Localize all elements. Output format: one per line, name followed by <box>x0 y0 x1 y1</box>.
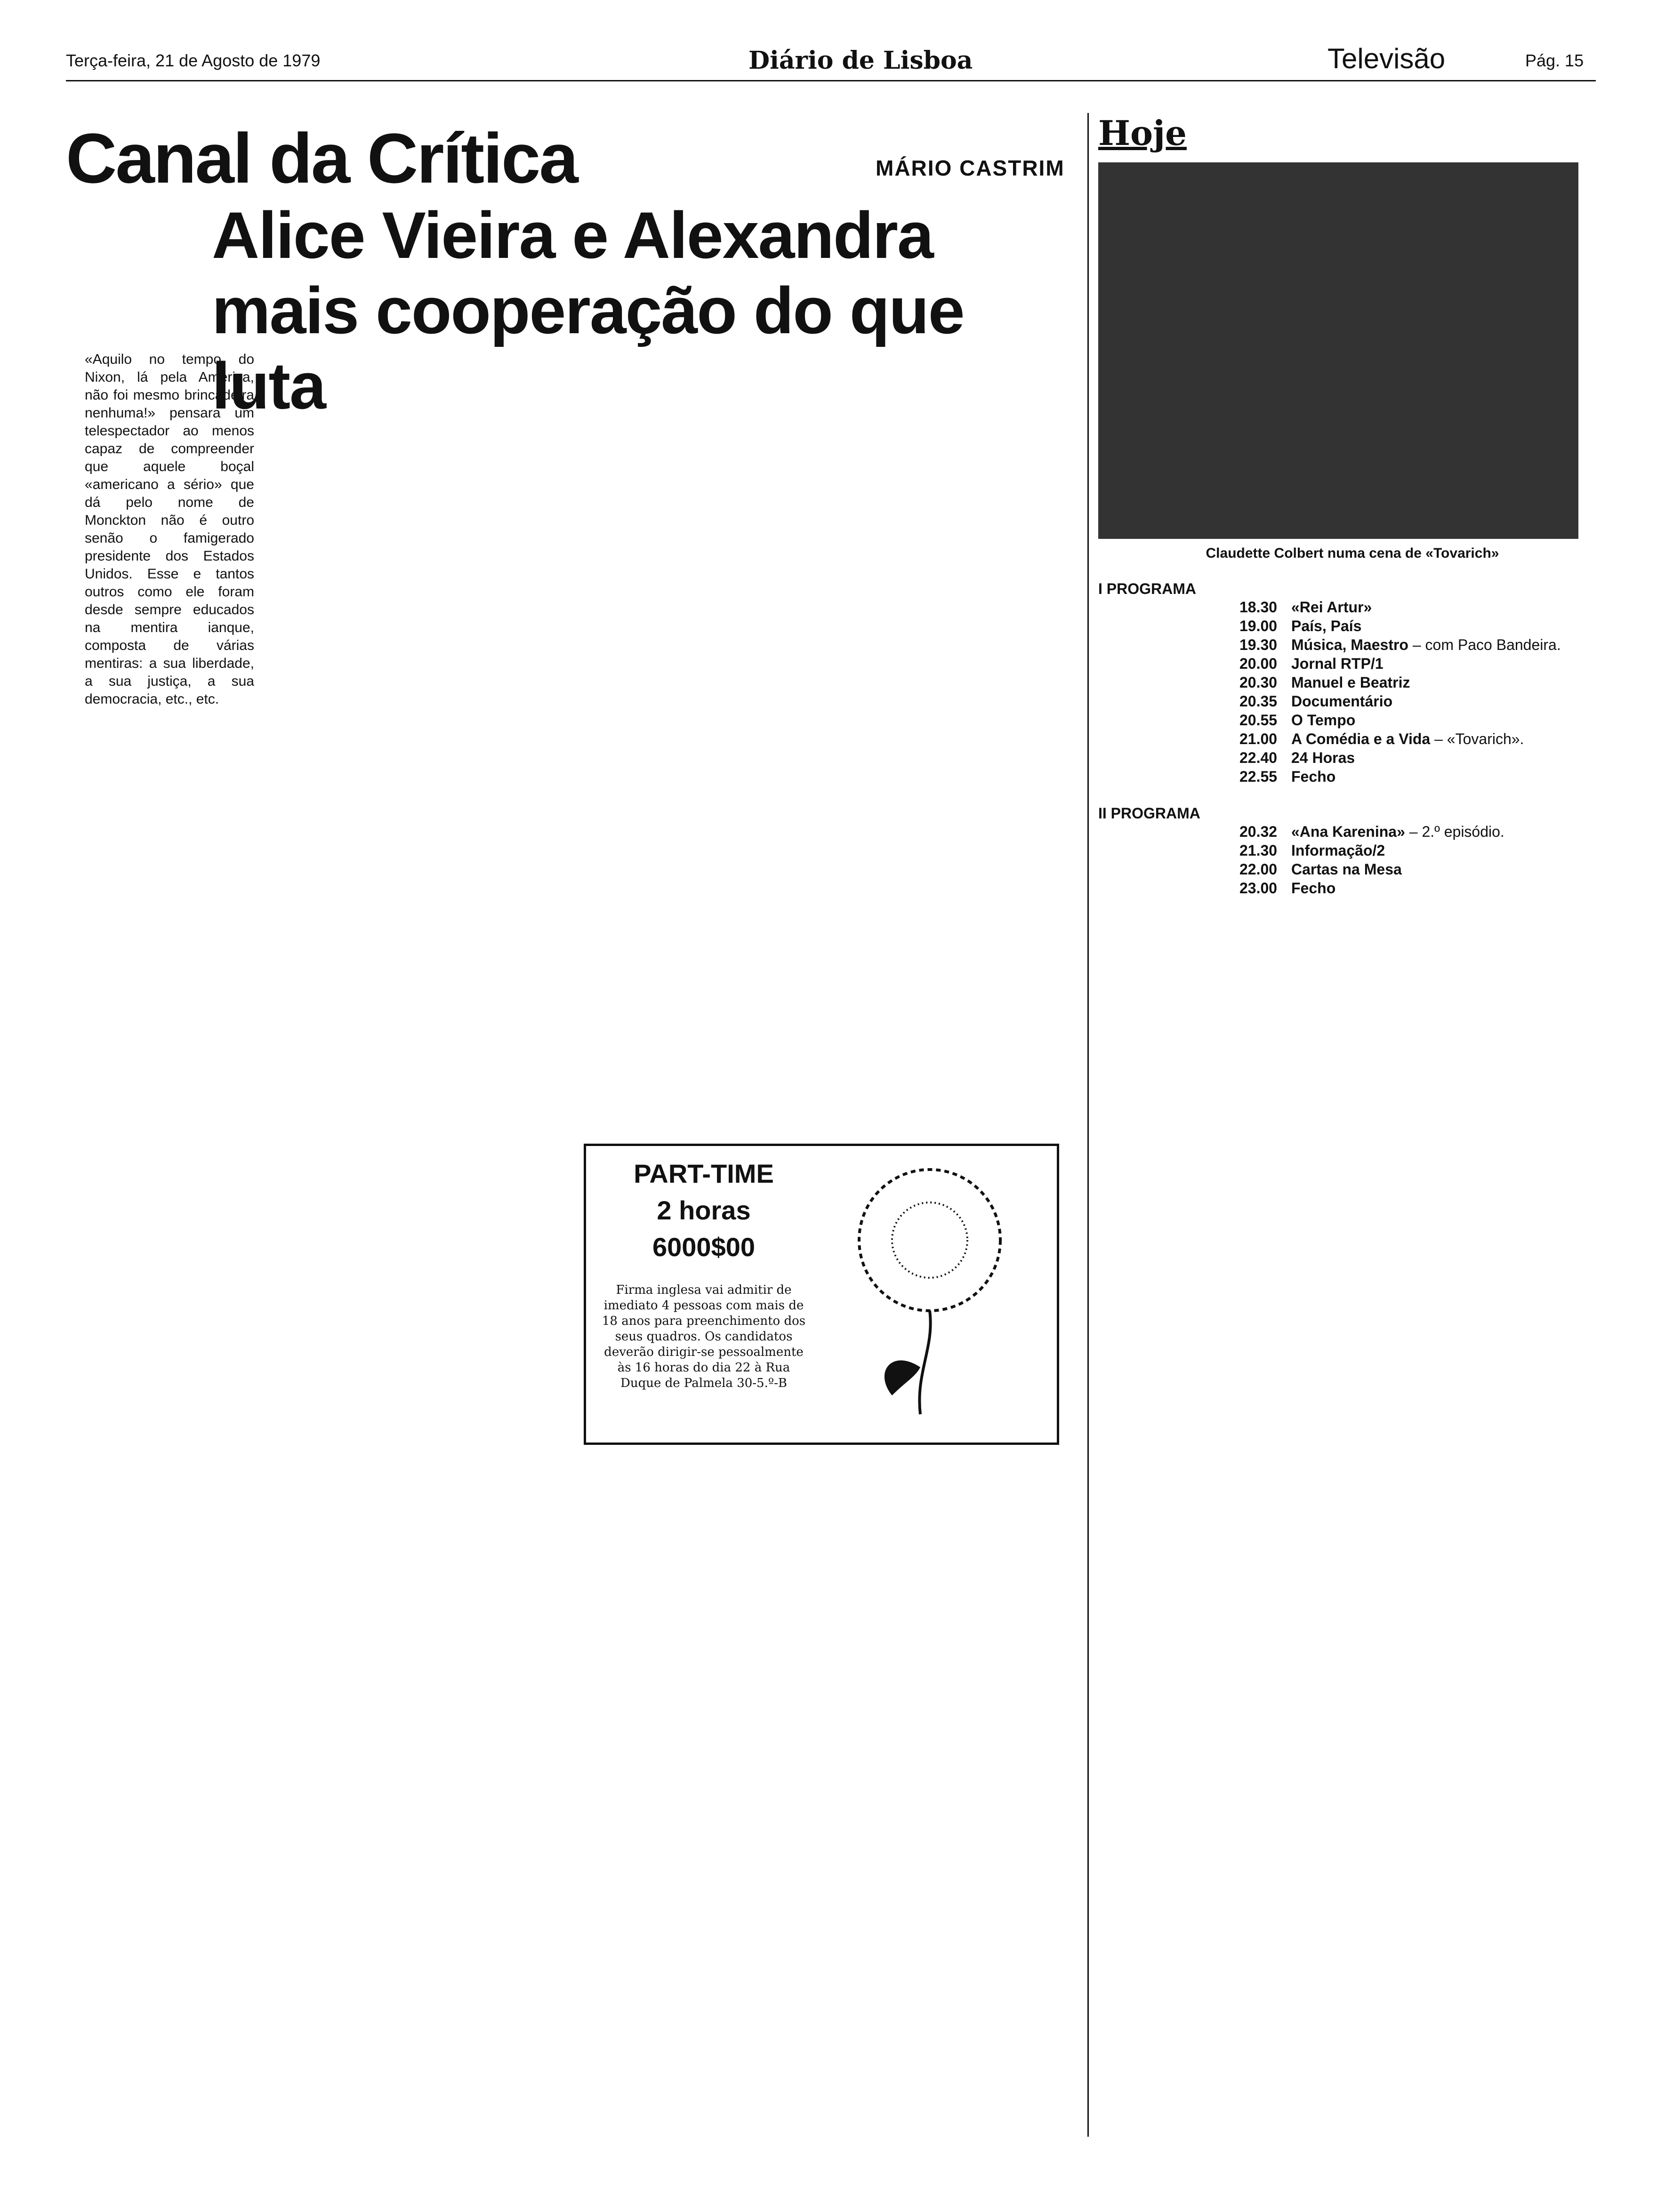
listing-row: 20.00 Jornal RTP/1 <box>1239 655 1384 672</box>
listing-row: 22.00 Cartas na Mesa <box>1239 861 1402 878</box>
issue-date: Terça-feira, 21 de Agosto de 1979 <box>66 51 321 70</box>
ad-body: Firma inglesa vai admitir de imediato 4 pessoas com mais de 18 anos para preenchimento dos seus quadros. Os candidatos deverão dirigir-se pessoalmente às 16 horas do dia 22 à Rua Duque de Palmela 30-5.º-B <box>602 1283 806 1390</box>
article-author: MÁRIO CASTRIM <box>876 156 1065 180</box>
listing-row: 21.00 A Comédia e a Vida – «Tovarich». <box>1239 730 1524 747</box>
part-time-ad <box>584 1144 1059 1445</box>
listing-row: 19.30 Música, Maestro – com Paco Bandeira. <box>1239 636 1561 653</box>
article-headline <box>212 198 1059 424</box>
newspaper-name: Diário de Lisboa <box>748 46 973 75</box>
page-number: Pág. 15 <box>1525 51 1584 70</box>
listing-row: 23.00 Fecho <box>1239 880 1336 897</box>
column-kicker: Canal da Crítica <box>66 119 577 198</box>
programme-2-list <box>1239 822 1607 898</box>
section-name: Televisão <box>1327 43 1446 74</box>
listing-row: 18.30 «Rei Artur» <box>1239 599 1372 616</box>
ad-title: PART-TIME <box>634 1159 774 1188</box>
listing-row: 22.55 Fecho <box>1239 768 1336 785</box>
ad-hours: 2 horas <box>657 1195 751 1225</box>
photo-caption: Claudette Colbert numa cena de «Tovarich» <box>1206 545 1499 561</box>
programme-2-heading: II PROGRAMA <box>1098 805 1200 822</box>
programme-1-list <box>1239 598 1607 786</box>
listing-row: 20.35 Documentário <box>1239 693 1393 710</box>
masthead <box>66 42 1596 81</box>
tv-listings <box>1087 113 1607 2137</box>
listing-row: 21.30 Informação/2 <box>1239 842 1385 859</box>
headline-line-2: mais cooperação do que luta <box>212 273 964 423</box>
programme-1-heading: I PROGRAMA <box>1098 580 1196 597</box>
listing-row: 19.00 País, País <box>1239 617 1362 634</box>
listing-row: 20.55 O Tempo <box>1239 712 1356 729</box>
sunflower-illustration <box>821 1160 1038 1424</box>
headline-line-1: Alice Vieira e Alexandra <box>212 198 933 272</box>
article-column-1: «Aquilo no tempo do Nixon, lá pela América, não foi mesmo brincadeira nenhuma!» pensara um telespectador ao menos capaz de compreender que aquele boçal «americano a sério» que dá pelo nome de Monckton não é outro senão o famigerado presidente dos Estados Unidos. Esse e tantos outros como ele foram desde sempre educados na mentira ianque, composta de várias mentiras: a sua liberdade, a sua justiça, a sua democracia, etc., etc. <box>85 352 254 707</box>
listing-row: 20.32 «Ana Karenina» – 2.º episódio. <box>1239 823 1504 840</box>
listing-row: 20.30 Manuel e Beatriz <box>1239 674 1410 691</box>
listing-row: 22.40 24 Horas <box>1239 749 1355 766</box>
part-time-ad-headline <box>605 1155 803 1266</box>
ad-pay: 6000$00 <box>652 1232 755 1262</box>
film-still-photo <box>1098 162 1578 539</box>
today-heading: Hoje <box>1098 113 1187 153</box>
